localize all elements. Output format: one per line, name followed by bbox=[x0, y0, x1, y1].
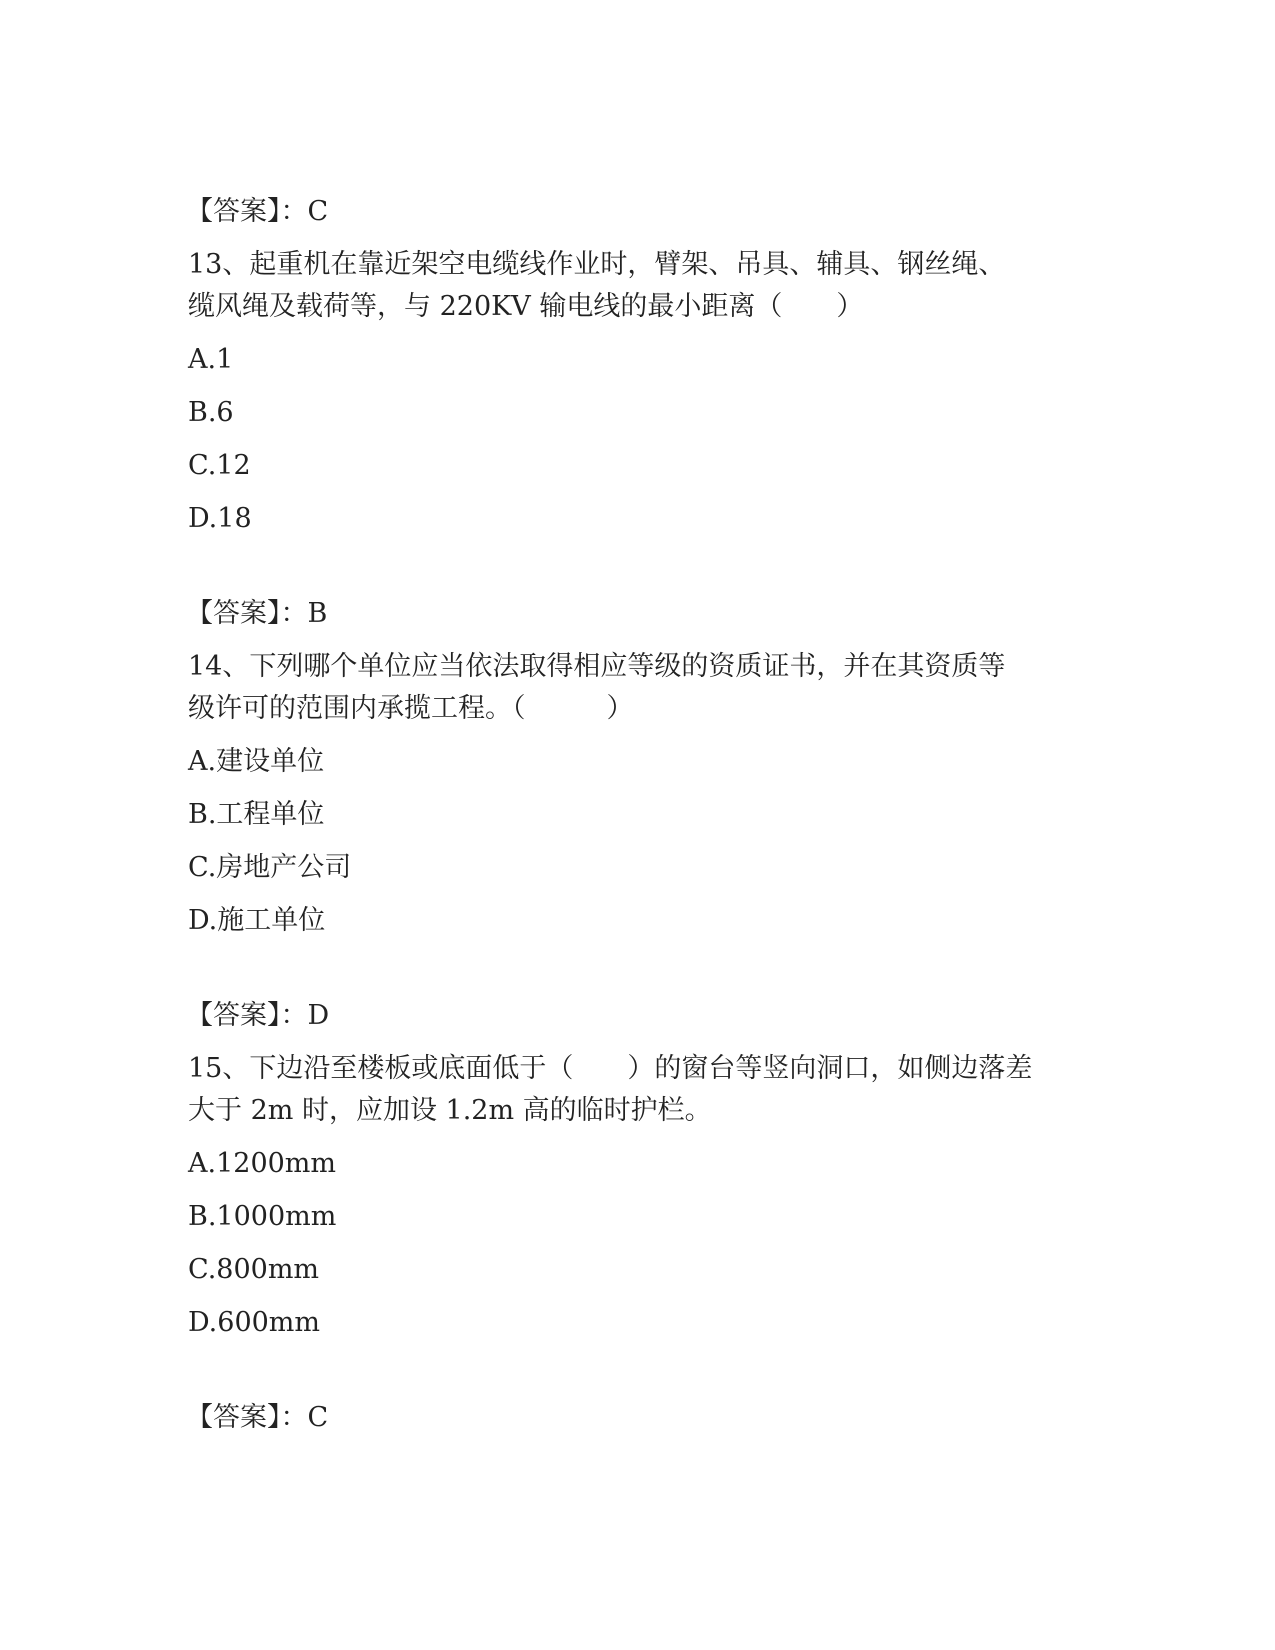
option-a: A.1 bbox=[188, 344, 234, 375]
option-d: D.18 bbox=[188, 503, 252, 534]
option-a: A.1200mm bbox=[188, 1148, 336, 1179]
question-text: 大于 2m 时，应加设 1.2m 高的临时护栏。 bbox=[188, 1095, 712, 1126]
option-c: C.12 bbox=[188, 450, 251, 481]
question-text: 14、下列哪个单位应当依法取得相应等级的资质证书，并在其资质等 bbox=[188, 651, 1006, 682]
option-b: B.1000mm bbox=[188, 1201, 337, 1232]
option-c: C.房地产公司 bbox=[188, 852, 352, 883]
answer-line: 【答案】：D bbox=[186, 1000, 330, 1031]
question-text: 缆风绳及载荷等，与 220KV 输电线的最小距离（ ） bbox=[188, 291, 864, 322]
option-d: D.施工单位 bbox=[188, 905, 326, 936]
option-a: A.建设单位 bbox=[188, 746, 325, 777]
answer-line: 【答案】：C bbox=[186, 1402, 329, 1433]
answer-line: 【答案】：C bbox=[186, 196, 329, 227]
option-b: B.6 bbox=[188, 397, 234, 428]
option-d: D.600mm bbox=[188, 1307, 321, 1338]
answer-line: 【答案】：B bbox=[186, 598, 328, 629]
option-b: B.工程单位 bbox=[188, 799, 325, 830]
option-c: C.800mm bbox=[188, 1254, 320, 1285]
question-text: 13、起重机在靠近架空电缆线作业时，臂架、吊具、辅具、钢丝绳、 bbox=[188, 249, 1006, 280]
question-text: 15、下边沿至楼板或底面低于（ ）的窗台等竖向洞口，如侧边落差 bbox=[188, 1053, 1033, 1084]
question-text: 级许可的范围内承揽工程。（ ） bbox=[188, 693, 634, 724]
